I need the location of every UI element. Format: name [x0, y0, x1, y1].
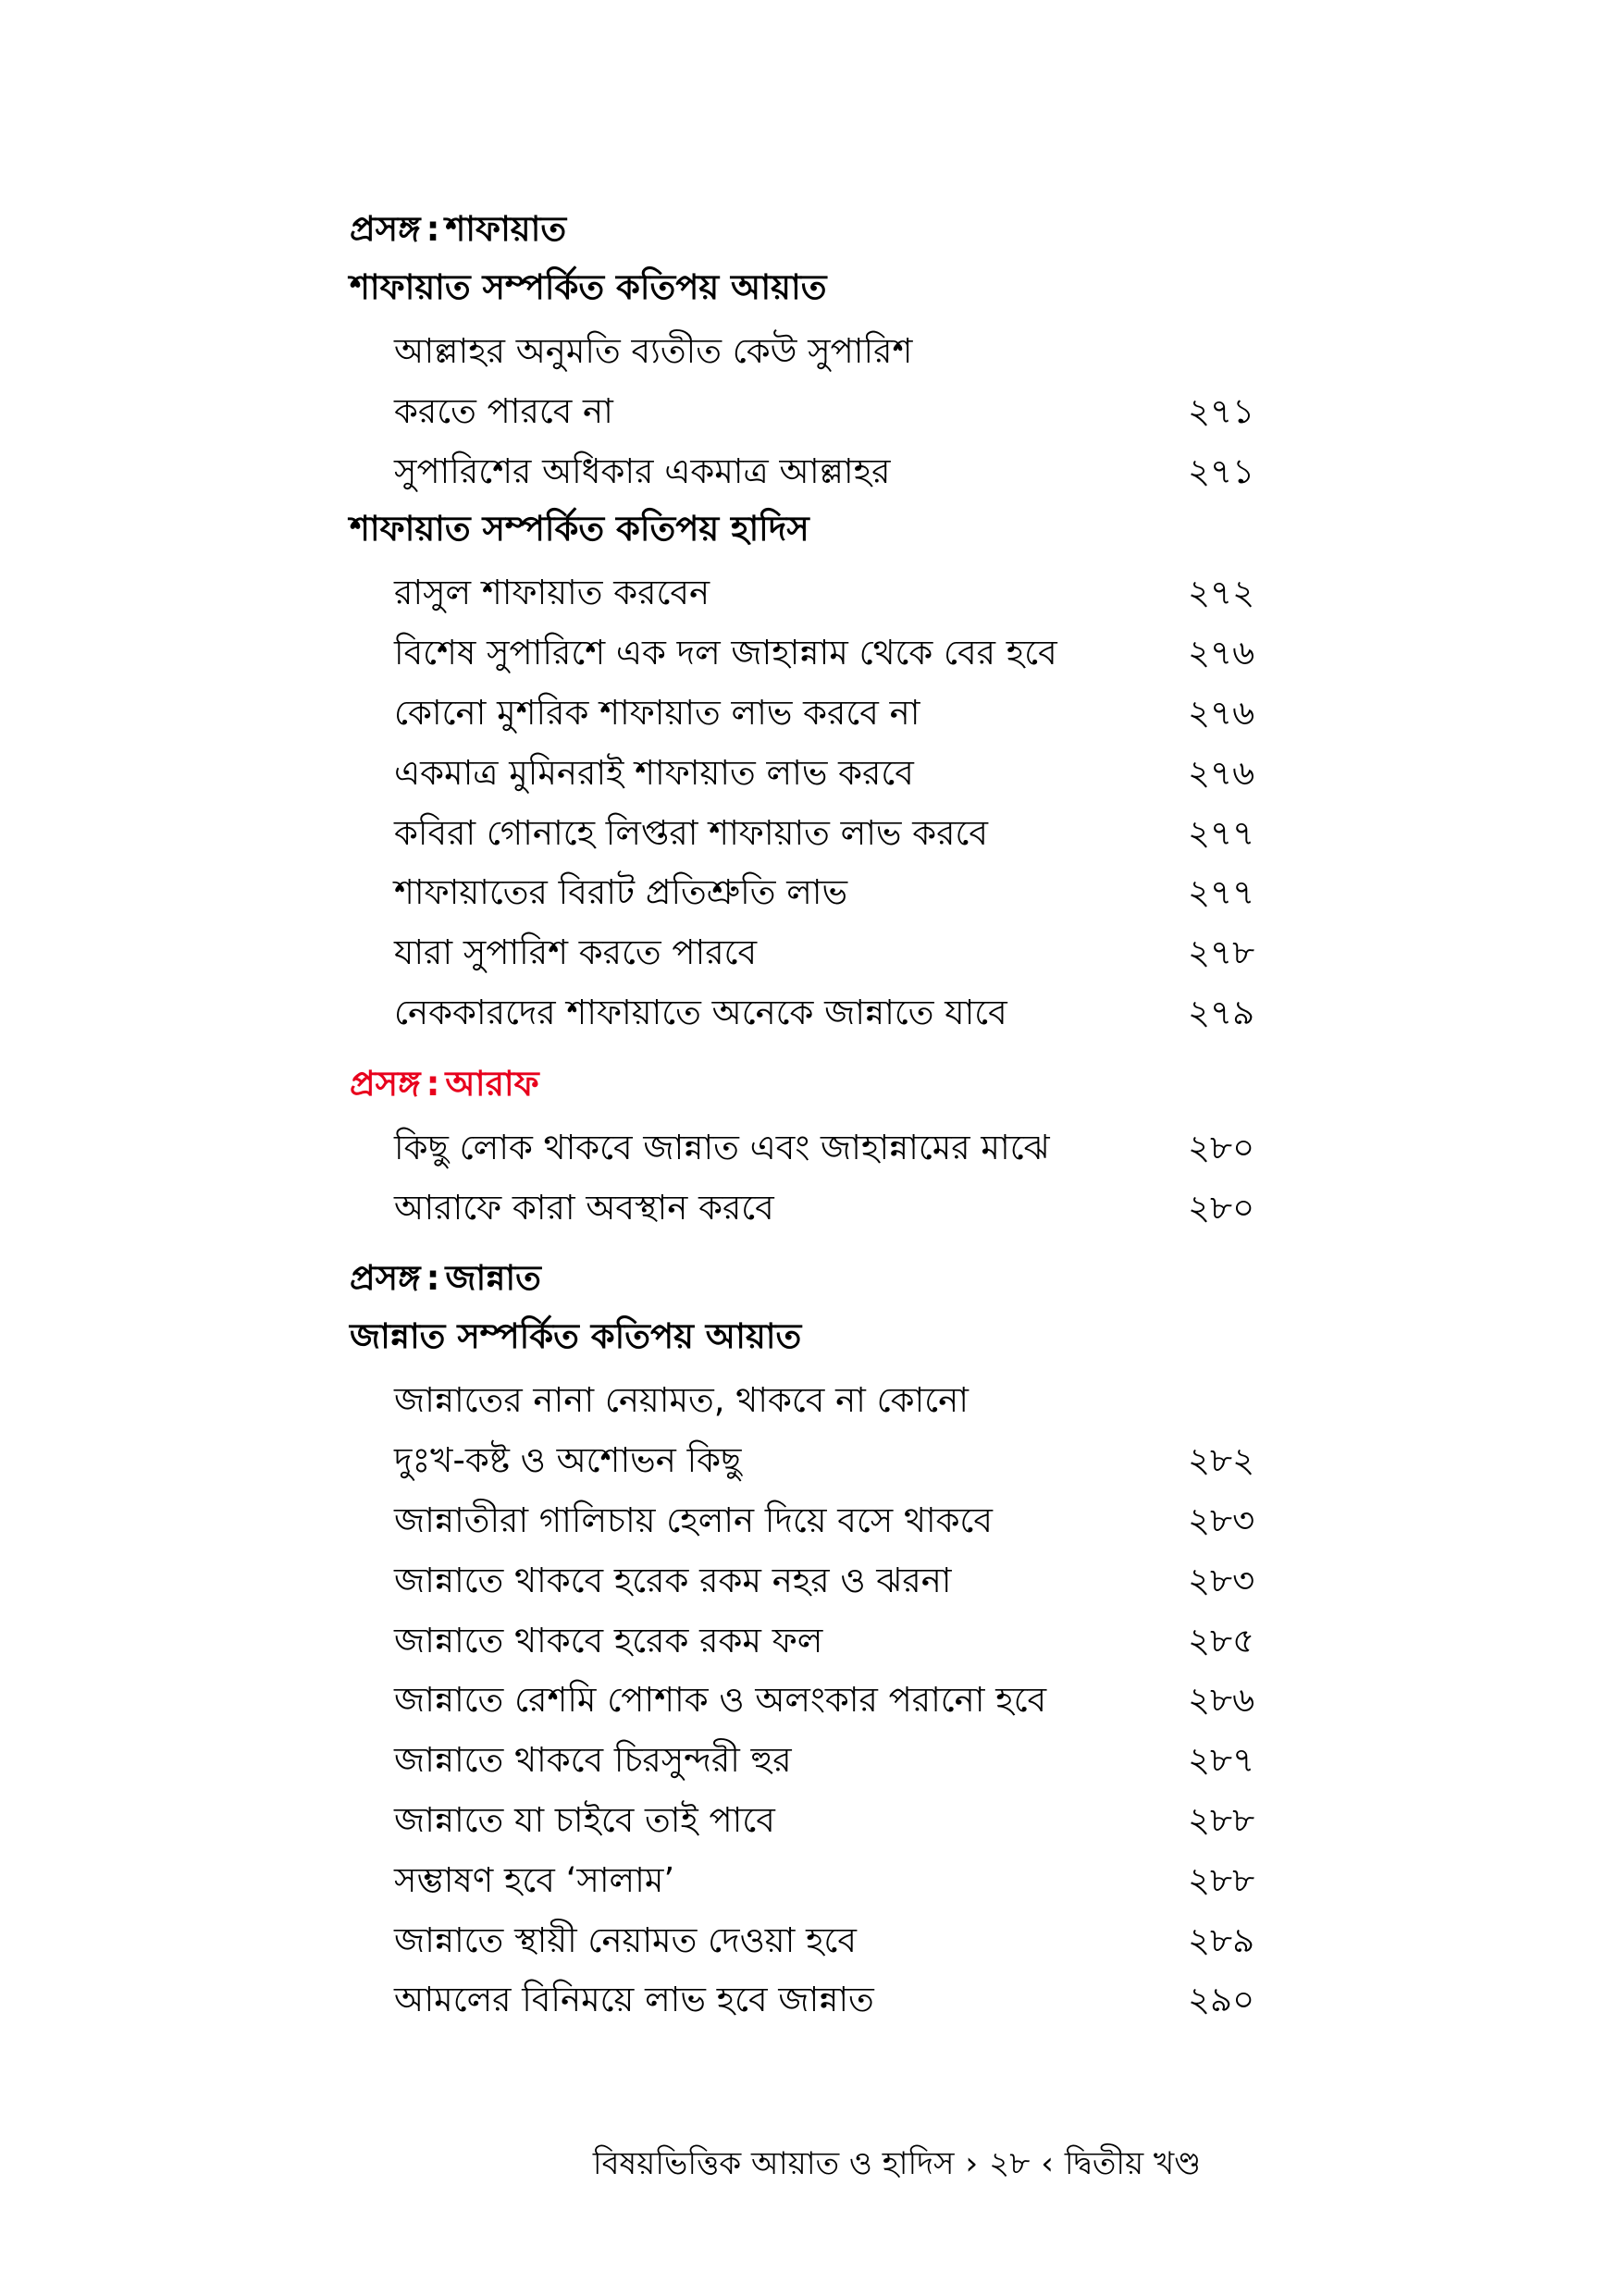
- toc-entry: [350, 1731, 1275, 1791]
- topic-name: শাফায়াত: [445, 209, 567, 249]
- toc-entry: [350, 1911, 1275, 1971]
- entry-title: কিছু লোক থাকবে জান্নাত এবং জাহান্নামের মাঝে: [394, 1127, 1050, 1167]
- entry-title: যারা সুপারিশ করতে পারবে: [394, 932, 758, 973]
- footer-separator-left: ›: [965, 2145, 979, 2182]
- entry-title: জান্নাতে যা চাইবে তাই পাবে: [394, 1799, 775, 1840]
- subsection-heading: শাফায়াত সম্পর্কিত কতিপয় আয়াত: [350, 267, 827, 307]
- entry-page: ২৭১: [1188, 390, 1255, 431]
- footer-separator-right: ‹: [1041, 2145, 1054, 2182]
- topic-separator: :: [426, 1258, 440, 1299]
- toc-entry: [350, 1551, 1275, 1611]
- entry-title: দুঃখ-কষ্ট ও অশোভন কিছু: [394, 1440, 742, 1481]
- entry-title: আমলের বিনিময়ে লাভ হবে জান্নাত: [394, 1980, 874, 2020]
- entry-title: জান্নাতে থাকবে হরেক রকম নহর ও ঝরনা: [394, 1560, 952, 1600]
- toc-entry: [350, 442, 1275, 502]
- entry-page: ২৭১: [1188, 451, 1255, 491]
- entry-page: ২৮৩: [1188, 1500, 1255, 1540]
- footer-volume: দ্বিতীয় খণ্ড: [1064, 2145, 1202, 2182]
- topic-label: প্রসঙ্গ: [350, 1063, 421, 1104]
- entry-page: ২৮৮: [1188, 1799, 1255, 1840]
- toc-entry: [350, 744, 1275, 804]
- entry-title: জান্নাতে থাকবে চিরসুন্দরী হুর: [394, 1740, 792, 1781]
- table-of-contents: [350, 205, 1275, 2031]
- entry-title: সম্ভাষণ হবে ‘সালাম’: [394, 1859, 675, 1900]
- toc-entry: [350, 1431, 1275, 1491]
- entry-page: ২৮২: [1188, 1440, 1255, 1481]
- topic-name: জান্নাত: [445, 1258, 541, 1299]
- entry-title: করতে পারবে না: [394, 390, 613, 431]
- subsection-heading: শাফায়াত সম্পর্কিত কতিপয় হাদিস: [350, 509, 809, 549]
- topic-name: আরাফ: [445, 1063, 539, 1104]
- entry-title: জান্নাতে রেশমি পোশাক ও অলংকার পরানো হবে: [394, 1680, 1047, 1721]
- topic-heading: [350, 205, 1275, 264]
- entry-title: বিশেষ সুপারিশে এক দল জাহান্নাম থেকে বের হবে: [394, 633, 1057, 673]
- topic-heading-highlighted: [350, 1060, 1275, 1118]
- entry-page: ২৮৭: [1188, 1740, 1255, 1781]
- toc-entry: [350, 804, 1275, 864]
- entry-title: জান্নাতের নানা নেয়ামত, থাকবে না কোনো: [394, 1380, 969, 1421]
- entry-title: আল্লাহর অনুমতি ব্যতীত কেউ সুপারিশ: [394, 331, 913, 371]
- entry-title: জান্নাতে থাকবে হরেক রকম ফল: [394, 1620, 823, 1660]
- footer-page-number: ২৮: [989, 2145, 1031, 2182]
- toc-entry: [350, 1671, 1275, 1731]
- page-footer: [0, 2142, 1618, 2186]
- entry-title: জান্নাতে স্থায়ী নেয়ামত দেওয়া হবে: [394, 1920, 857, 1960]
- toc-entry: [350, 863, 1275, 923]
- toc-entry: [350, 563, 1275, 623]
- entry-title: কবিরা গোনাহে লিপ্তরা শাফায়াত লাভ করবে: [394, 812, 988, 853]
- entry-page: ২৭৬: [1188, 633, 1255, 673]
- entry-title: একমাত্র মুমিনরাই শাফায়াত লাভ করবে: [394, 752, 914, 793]
- entry-page: ২৭২: [1188, 573, 1255, 613]
- toc-entry: [350, 1118, 1275, 1179]
- toc-entry: [350, 923, 1275, 983]
- entry-page: ২৮০: [1188, 1187, 1255, 1228]
- topic-separator: :: [426, 209, 440, 249]
- entry-title: কোনো মুশরিক শাফায়াত লাভ করবে না: [394, 692, 920, 733]
- toc-entry: [350, 1851, 1275, 1911]
- entry-page: ২৭৬: [1188, 752, 1255, 793]
- toc-entry: [350, 983, 1275, 1043]
- entry-title: রাসুল শাফায়াত করবেন: [394, 573, 710, 613]
- entry-page: ২৮৬: [1188, 1680, 1255, 1721]
- toc-entry: [350, 623, 1275, 684]
- entry-page: ২৭৬: [1188, 692, 1255, 733]
- topic-label: প্রসঙ্গ: [350, 1258, 421, 1299]
- toc-entry: [350, 1791, 1275, 1851]
- toc-entry: [350, 1611, 1275, 1672]
- entry-page: ২৮৮: [1188, 1859, 1255, 1900]
- subsection-heading: জান্নাত সম্পর্কিত কতিপয় আয়াত: [350, 1316, 802, 1357]
- topic-label: প্রসঙ্গ: [350, 209, 421, 249]
- toc-entry: [350, 1491, 1275, 1551]
- toc-entry: [350, 382, 1275, 442]
- toc-entry: [350, 1371, 1275, 1431]
- entry-page: ২৮০: [1188, 1127, 1255, 1167]
- footer-book-title: বিষয়ভিত্তিক আয়াত ও হাদিস: [592, 2145, 955, 2182]
- toc-entry: [350, 1179, 1275, 1239]
- topic-heading: [350, 1254, 1275, 1313]
- topic-separator: :: [426, 1063, 440, 1104]
- entry-page: ২৭৭: [1188, 872, 1255, 913]
- entry-page: ২৮৩: [1188, 1560, 1255, 1600]
- entry-title: সুপারিশের অধিকার একমাত্র আল্লাহর: [394, 451, 891, 491]
- entry-page: ২৭৭: [1188, 812, 1255, 853]
- entry-title: শাফায়াতের বিরাট প্রতিশ্রুতি লাভ: [394, 872, 848, 913]
- entry-page: ২৯০: [1188, 1980, 1255, 2020]
- entry-page: ২৮৯: [1188, 1920, 1255, 1960]
- entry-page: ২৭৯: [1188, 992, 1255, 1032]
- toc-entry: [350, 322, 1275, 382]
- toc-entry: [350, 684, 1275, 744]
- entry-page: ২৭৮: [1188, 932, 1255, 973]
- toc-entry: [350, 1970, 1275, 2031]
- entry-page: ২৮৫: [1188, 1620, 1255, 1660]
- entry-title: জান্নাতীরা গালিচায় হেলান দিয়ে বসে থাকবে: [394, 1500, 994, 1540]
- entry-title: আরাফে কারা অবস্থান করবে: [394, 1187, 774, 1228]
- entry-title: নেককারদের শাফায়াতে অনেকে জান্নাতে যাবে: [394, 992, 1007, 1032]
